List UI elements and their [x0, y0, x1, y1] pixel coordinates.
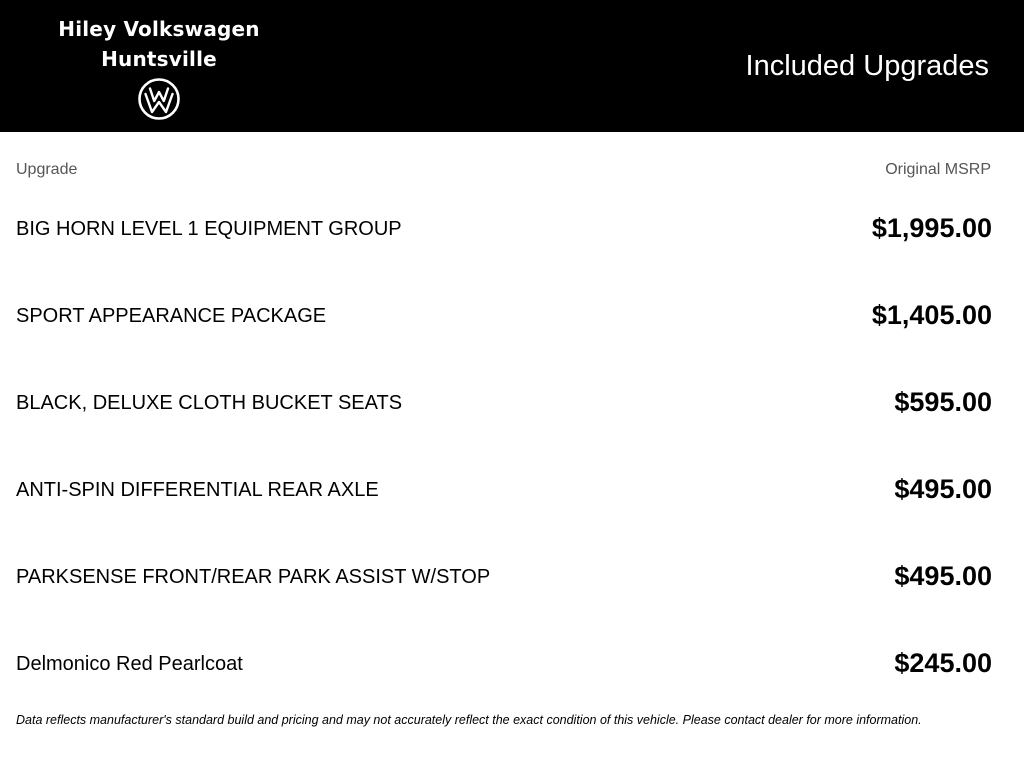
upgrade-price: $245.00: [894, 648, 992, 678]
upgrade-name: Delmonico Red Pearlcoat: [16, 653, 243, 675]
upgrade-name: PARKSENSE FRONT/REAR PARK ASSIST W/STOP: [16, 566, 491, 588]
page-header: [0, 0, 1024, 132]
upgrade-row: [0, 533, 1024, 620]
msrp-column-header: Original MSRP: [885, 161, 991, 178]
page-title: Included Upgrades: [745, 50, 989, 82]
upgrade-row: [0, 185, 1024, 272]
upgrade-price: $595.00: [894, 387, 992, 417]
upgrade-price: $495.00: [894, 561, 992, 591]
disclaimer-text: Data reflects manufacturer's standard build and pricing and may not accurately reflect the exact condition of this vehicle. Please contact dealer for more information.: [16, 713, 922, 727]
dealer-name-line1: Hiley Volkswagen: [58, 17, 260, 41]
upgrade-row: [0, 620, 1024, 707]
dealer-logo: [52, 14, 266, 121]
upgrade-price: $495.00: [894, 474, 992, 504]
upgrade-name: BIG HORN LEVEL 1 EQUIPMENT GROUP: [16, 218, 402, 240]
upgrade-price: $1,995.00: [871, 213, 992, 243]
upgrade-name: SPORT APPEARANCE PACKAGE: [16, 305, 327, 327]
upgrade-name: BLACK, DELUXE CLOTH BUCKET SEATS: [16, 392, 403, 414]
upgrade-column-header: Upgrade: [16, 161, 78, 178]
upgrade-name: ANTI-SPIN DIFFERENTIAL REAR AXLE: [16, 479, 379, 501]
upgrade-row: [0, 359, 1024, 446]
upgrade-price: $1,405.00: [871, 300, 992, 330]
upgrade-row: [0, 272, 1024, 359]
vw-logo-icon: [137, 77, 181, 121]
dealer-name-line2: Huntsville: [101, 47, 217, 71]
upgrades-list: [0, 185, 1024, 707]
upgrade-row: [0, 446, 1024, 533]
